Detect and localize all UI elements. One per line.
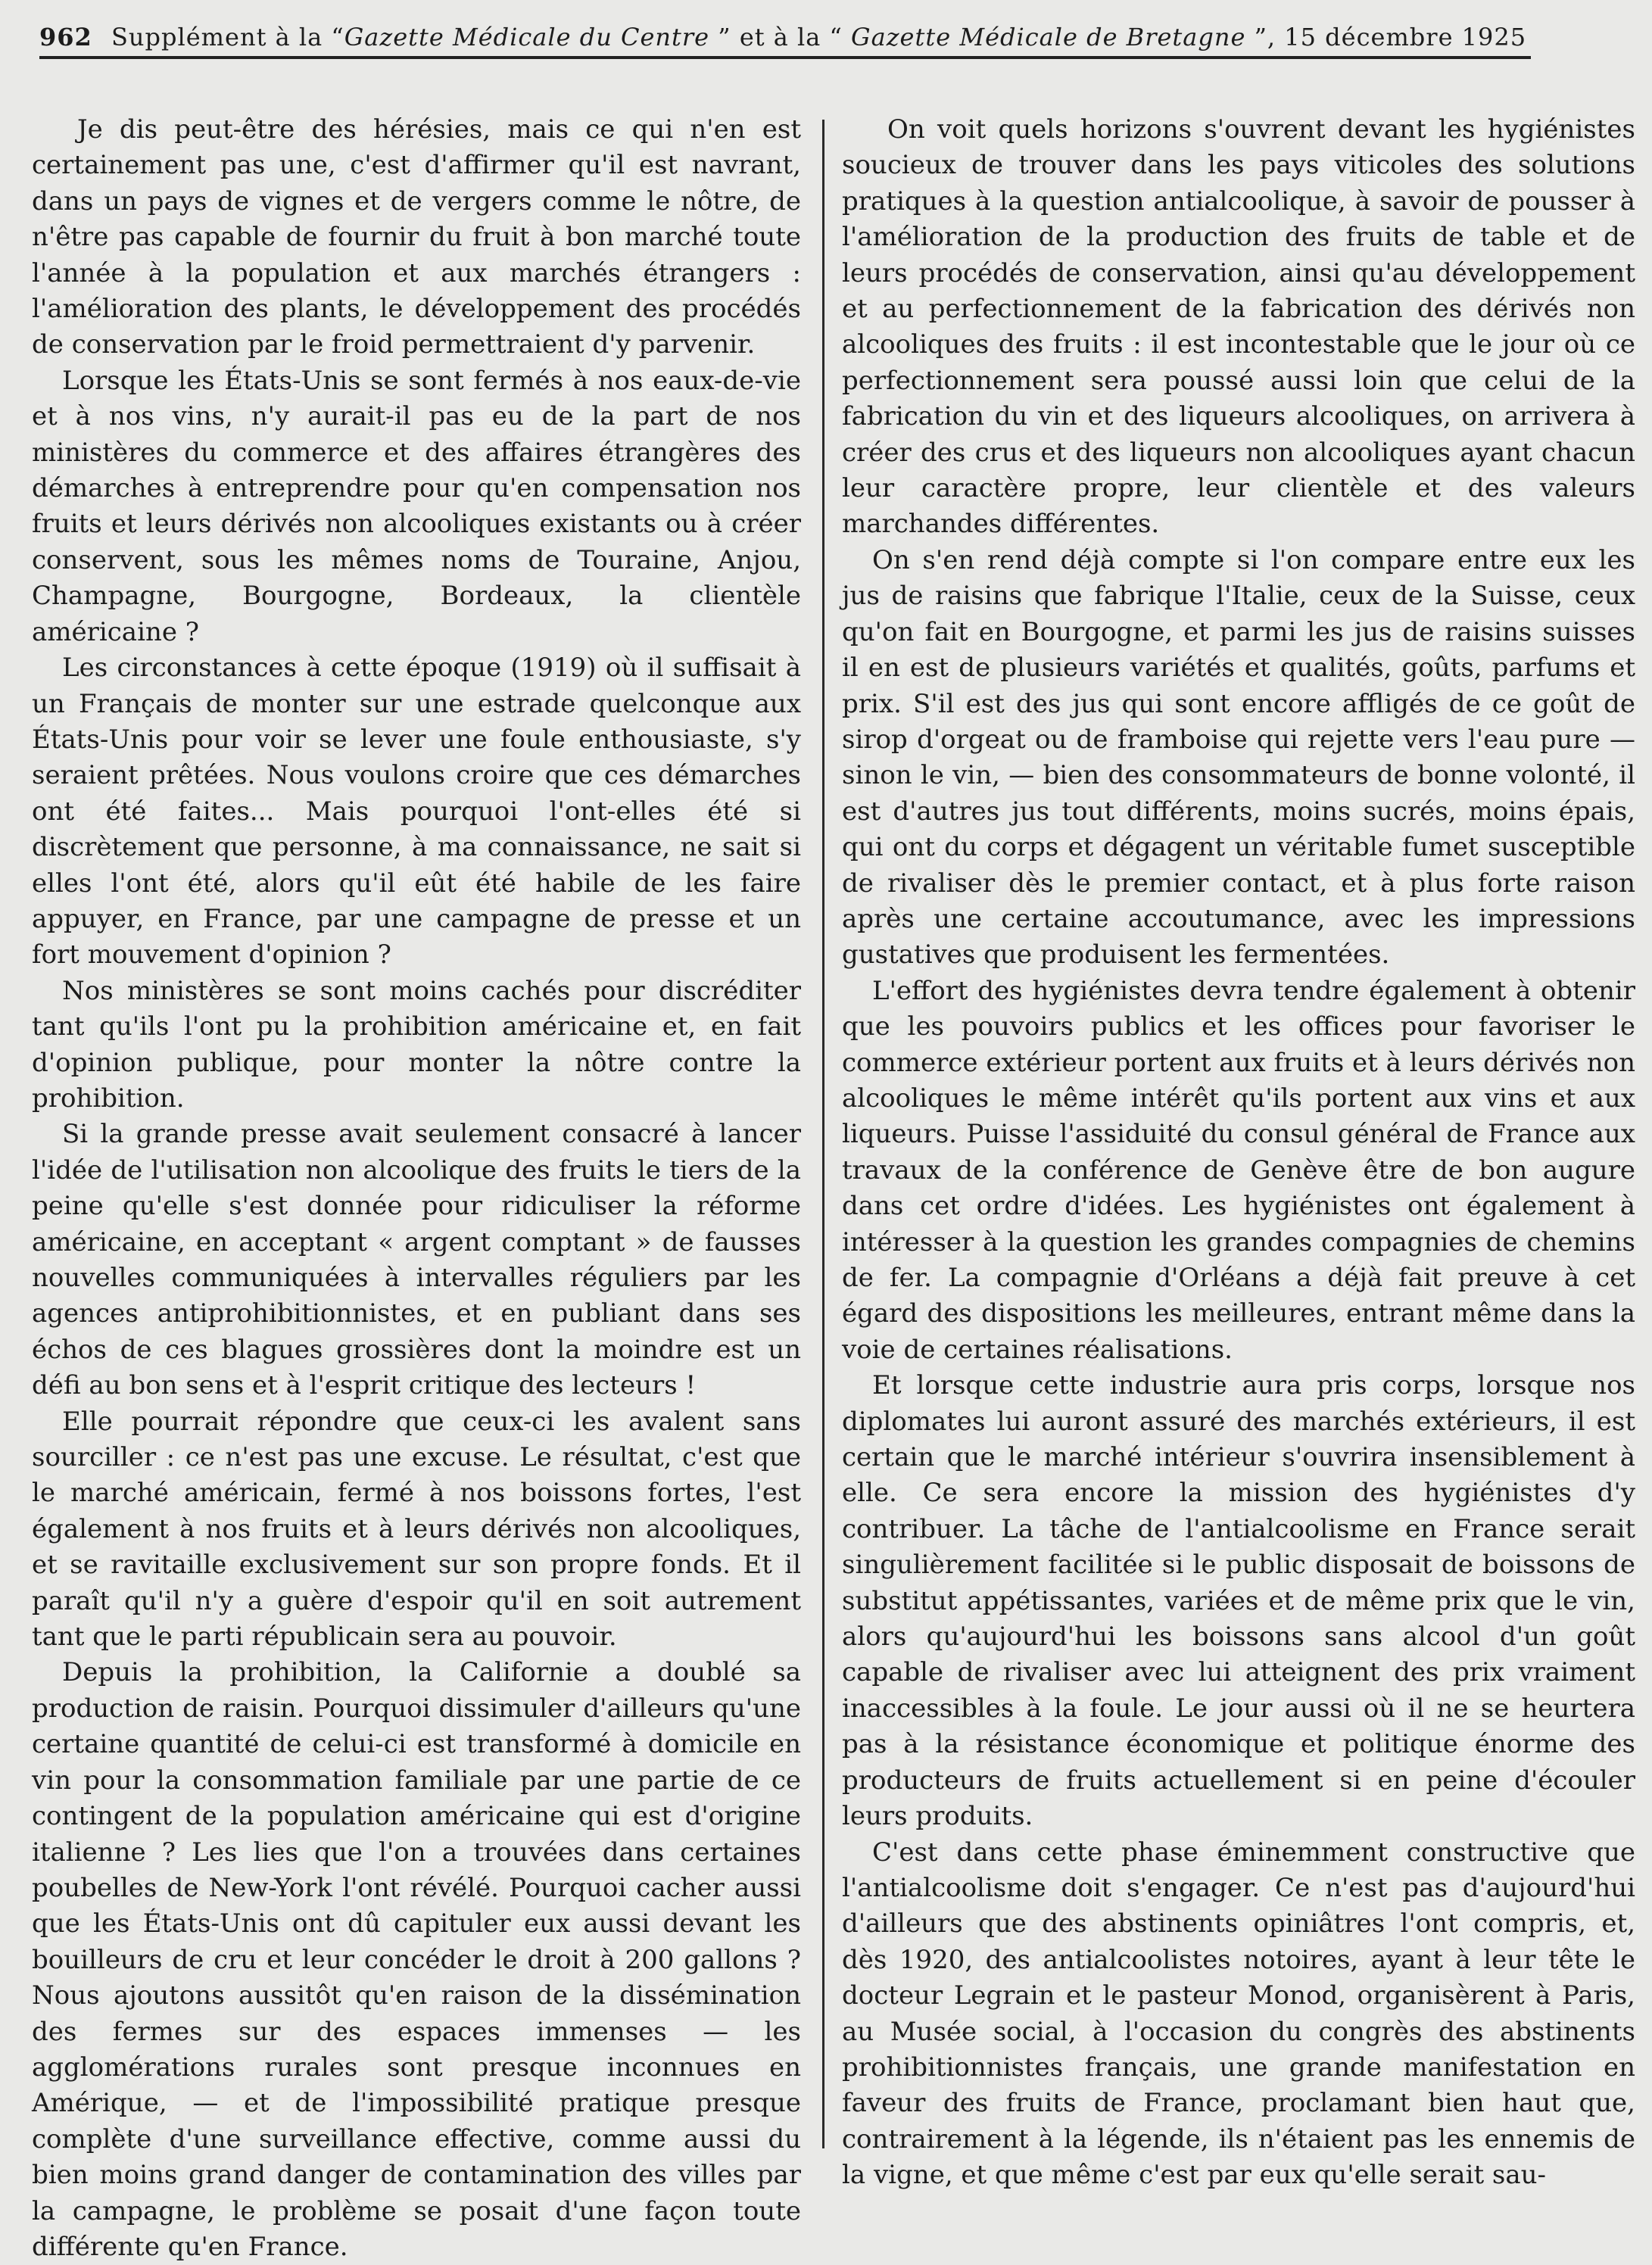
paragraph: Et lorsque cette industrie aura pris corps, lorsque nos diplomates lui auront assuré des marchés extérieurs, il est certain que le marché intérieur s'ouvrira insensiblement à elle. Ce sera encore la mission des hygiénistes d'y contribuer. La tâche de l'antialcoolisme en France serait singulièrement facilitée si le public disposait de boissons de substitut appétissantes, variées et de même prix que le vin, alors qu'aujourd'hui les boissons sans alcool d'un goût capable de rivaliser avec lui atteignent des prix vraiment inaccessibles à la foule. Le jour aussi où il ne se heurtera pas à la résistance économique et politique énorme des producteurs de fruits actuellement si en peine d'écouler leurs produits.	[842, 1370, 1635, 1832]
paragraph: Depuis la prohibition, la Californie a doublé sa production de raisin. Pourquoi dissimuler d'ailleurs qu'une certaine quantité de celui-ci est transformé à domicile en vin pour la consommation familiale par une partie de ce contingent de la population américaine qui est d'origine italienne ? Les lies que l'on a trouvées dans certaines poubelles de New-York l'ont révélé. Pourquoi cacher aussi que les États-Unis ont dû capituler eux aussi devant les bouilleurs de cru et leur concéder le droit à 200 gallons ? Nous ajoutons aussitôt qu'en raison de la dissémination des fermes sur des espaces immenses — les agglomérations rurales sont presque inconnues en Amérique, — et de l'impossibilité pratique presque complète d'une surveillance effective, comme aussi du bien moins grand danger de contamination des villes par la campagne, le problème se posait d'une façon toute différente qu'en France.	[32, 1657, 801, 2262]
column-divider	[822, 120, 824, 2148]
paragraph: On s'en rend déjà compte si l'on compare entre eux les jus de raisins que fabrique l'Italie, ceux de la Suisse, ceux qu'on fait en Bourgogne, et parmi les jus de raisins suisses il en est de plusieurs variétés et qualités, goûts, parfums et prix. S'il est des jus qui sont encore affligés de ce goût de sirop d'orgeat ou de framboise qui rejette vers l'eau pure — sinon le vin, — bien des consommateurs de bonne volonté, il est d'autres jus tout différents, moins sucrés, moins épais, qui ont du corps et dégagent un véritable fumet susceptible de rivaliser dès le premier contact, et à plus forte raison après une certaine accoutumance, avec les impressions gustatives que produisent les fermentées.	[842, 544, 1635, 970]
left-column	[32, 112, 801, 2265]
running-title	[111, 23, 1607, 51]
right-column	[842, 112, 1635, 2194]
paragraph: On voit quels horizons s'ouvrent devant les hygiénistes soucieux de trouver dans les pays viticoles des solutions pratiques à la question antialcoolique, à savoir de pousser à l'amélioration de la production des fruits de table et de leurs procédés de conservation, ainsi qu'au développement et au perfectionnement de la fabrication des dérivés non alcooliques des fruits : il est incontestable que le jour où ce perfectionnement sera poussé aussi loin que celui de la fabrication du vin et des liqueurs alcooliques, on arrivera à créer des crus et des liqueurs non alcooliques ayant chacun leur caractère propre, leur clientèle et des valeurs marchandes différentes.	[842, 114, 1635, 540]
journal-name-centre: Gazette Médicale du Centre	[344, 23, 710, 51]
title-prefix: Supplément à la “	[111, 23, 344, 51]
title-middle: ” et à la “	[709, 23, 852, 51]
title-date: ”, 15 décembre 1925	[1245, 23, 1527, 51]
header-rule	[39, 56, 1531, 59]
paragraph: Lorsque les États-Unis se sont fermés à nos eaux-de-vie et à nos vins, n'y aurait-il pas eu de la part de nos ministères du commerce et des affaires étrangères des démarches à entreprendre pour qu'en compensation nos fruits et leurs dérivés non alcooliques existants ou à créer conservent, sous les mêmes noms de Touraine, Anjou, Champagne, Bourgogne, Bordeaux, la clientèle américaine ?	[32, 365, 801, 647]
paragraph: Si la grande presse avait seulement consacré à lancer l'idée de l'utilisation non alcoolique des fruits le tiers de la peine qu'elle s'est donnée pour ridiculiser la réforme américaine, en acceptant « argent comptant » de fausses nouvelles communiquées à intervalles réguliers par les agences antiprohibitionnistes, et en publiant dans ses échos de ces blagues grossières dont la moindre est un défi au bon sens et à l'esprit critique des lecteurs !	[32, 1119, 801, 1401]
journal-name-bretagne: Gazette Médicale de Bretagne	[851, 23, 1246, 51]
page-header	[39, 8, 1607, 51]
paragraph: L'effort des hygiénistes devra tendre également à obtenir que les pouvoirs publics et les offices pour favoriser le commerce extérieur portent aux fruits et à leurs dérivés non alcooliques le même intérêt qu'ils portent aux vins et aux liqueurs. Puisse l'assiduité du consul général de France aux travaux de la conférence de Genève être de bon augure dans cet ordre d'idées. Les hygiénistes ont également à intéresser à la question les grandes compagnies de chemins de fer. La compagnie d'Orléans a déjà fait preuve à cet égard des dispositions les meilleures, entrant même dans la voie de certaines réalisations.	[842, 975, 1635, 1365]
paragraph: C'est dans cette phase éminemment constructive que l'antialcoolisme doit s'engager. Ce n'est pas d'aujourd'hui d'ailleurs que des abstinents opiniâtres l'ont compris, et, dès 1920, des antialcoolistes notoires, ayant à leur tête le docteur Legrain et le pasteur Monod, organisèrent à Paris, au Musée social, à l'occasion du congrès des abstinents prohibitionnistes français, une grande manifestation en faveur des fruits de France, proclamant bien haut que, contrairement à la légende, ils n'étaient pas les ennemis de la vigne, et que même c'est par eux qu'elle serait sau-	[842, 1837, 1635, 2191]
paragraph: Les circonstances à cette époque (1919) où il suffisait à un Français de monter sur une estrade quelconque aux États-Unis pour voir se lever une foule enthousiaste, s'y seraient prêtées. Nous voulons croire que ces démarches ont été faites... Mais pourquoi l'ont-elles été si discrètement que personne, à ma connaissance, ne sait si elles l'ont été, alors qu'il eût été habile de les faire appuyer, en France, par une campagne de presse et un fort mouvement d'opinion ?	[32, 653, 801, 970]
paragraph: Je dis peut-être des hérésies, mais ce qui n'en est certainement pas une, c'est d'affirmer qu'il est navrant, dans un pays de vignes et de vergers comme le nôtre, de n'être pas capable de fournir du fruit à bon marché toute l'année à la population et aux marchés étrangers : l'amélioration des plants, le développement des procédés de conservation par le froid permettraient d'y parvenir.	[32, 114, 801, 360]
paragraph: Nos ministères se sont moins cachés pour discréditer tant qu'ils l'ont pu la prohibition américaine et, en fait d'opinion publique, pour monter la nôtre contre la prohibition.	[32, 975, 801, 1114]
page-number: 962	[39, 23, 92, 51]
paragraph: Elle pourrait répondre que ceux-ci les avalent sans sourciller : ce n'est pas une excuse. Le résultat, c'est que le marché américain, fermé à nos boissons fortes, l'est également à nos fruits et à leurs dérivés non alcooliques, et se ravitaille exclusivement sur son propre fonds. Et il paraît qu'il n'y a guère d'espoir qu'il en soit autrement tant que le parti républicain sera au pouvoir.	[32, 1406, 801, 1653]
